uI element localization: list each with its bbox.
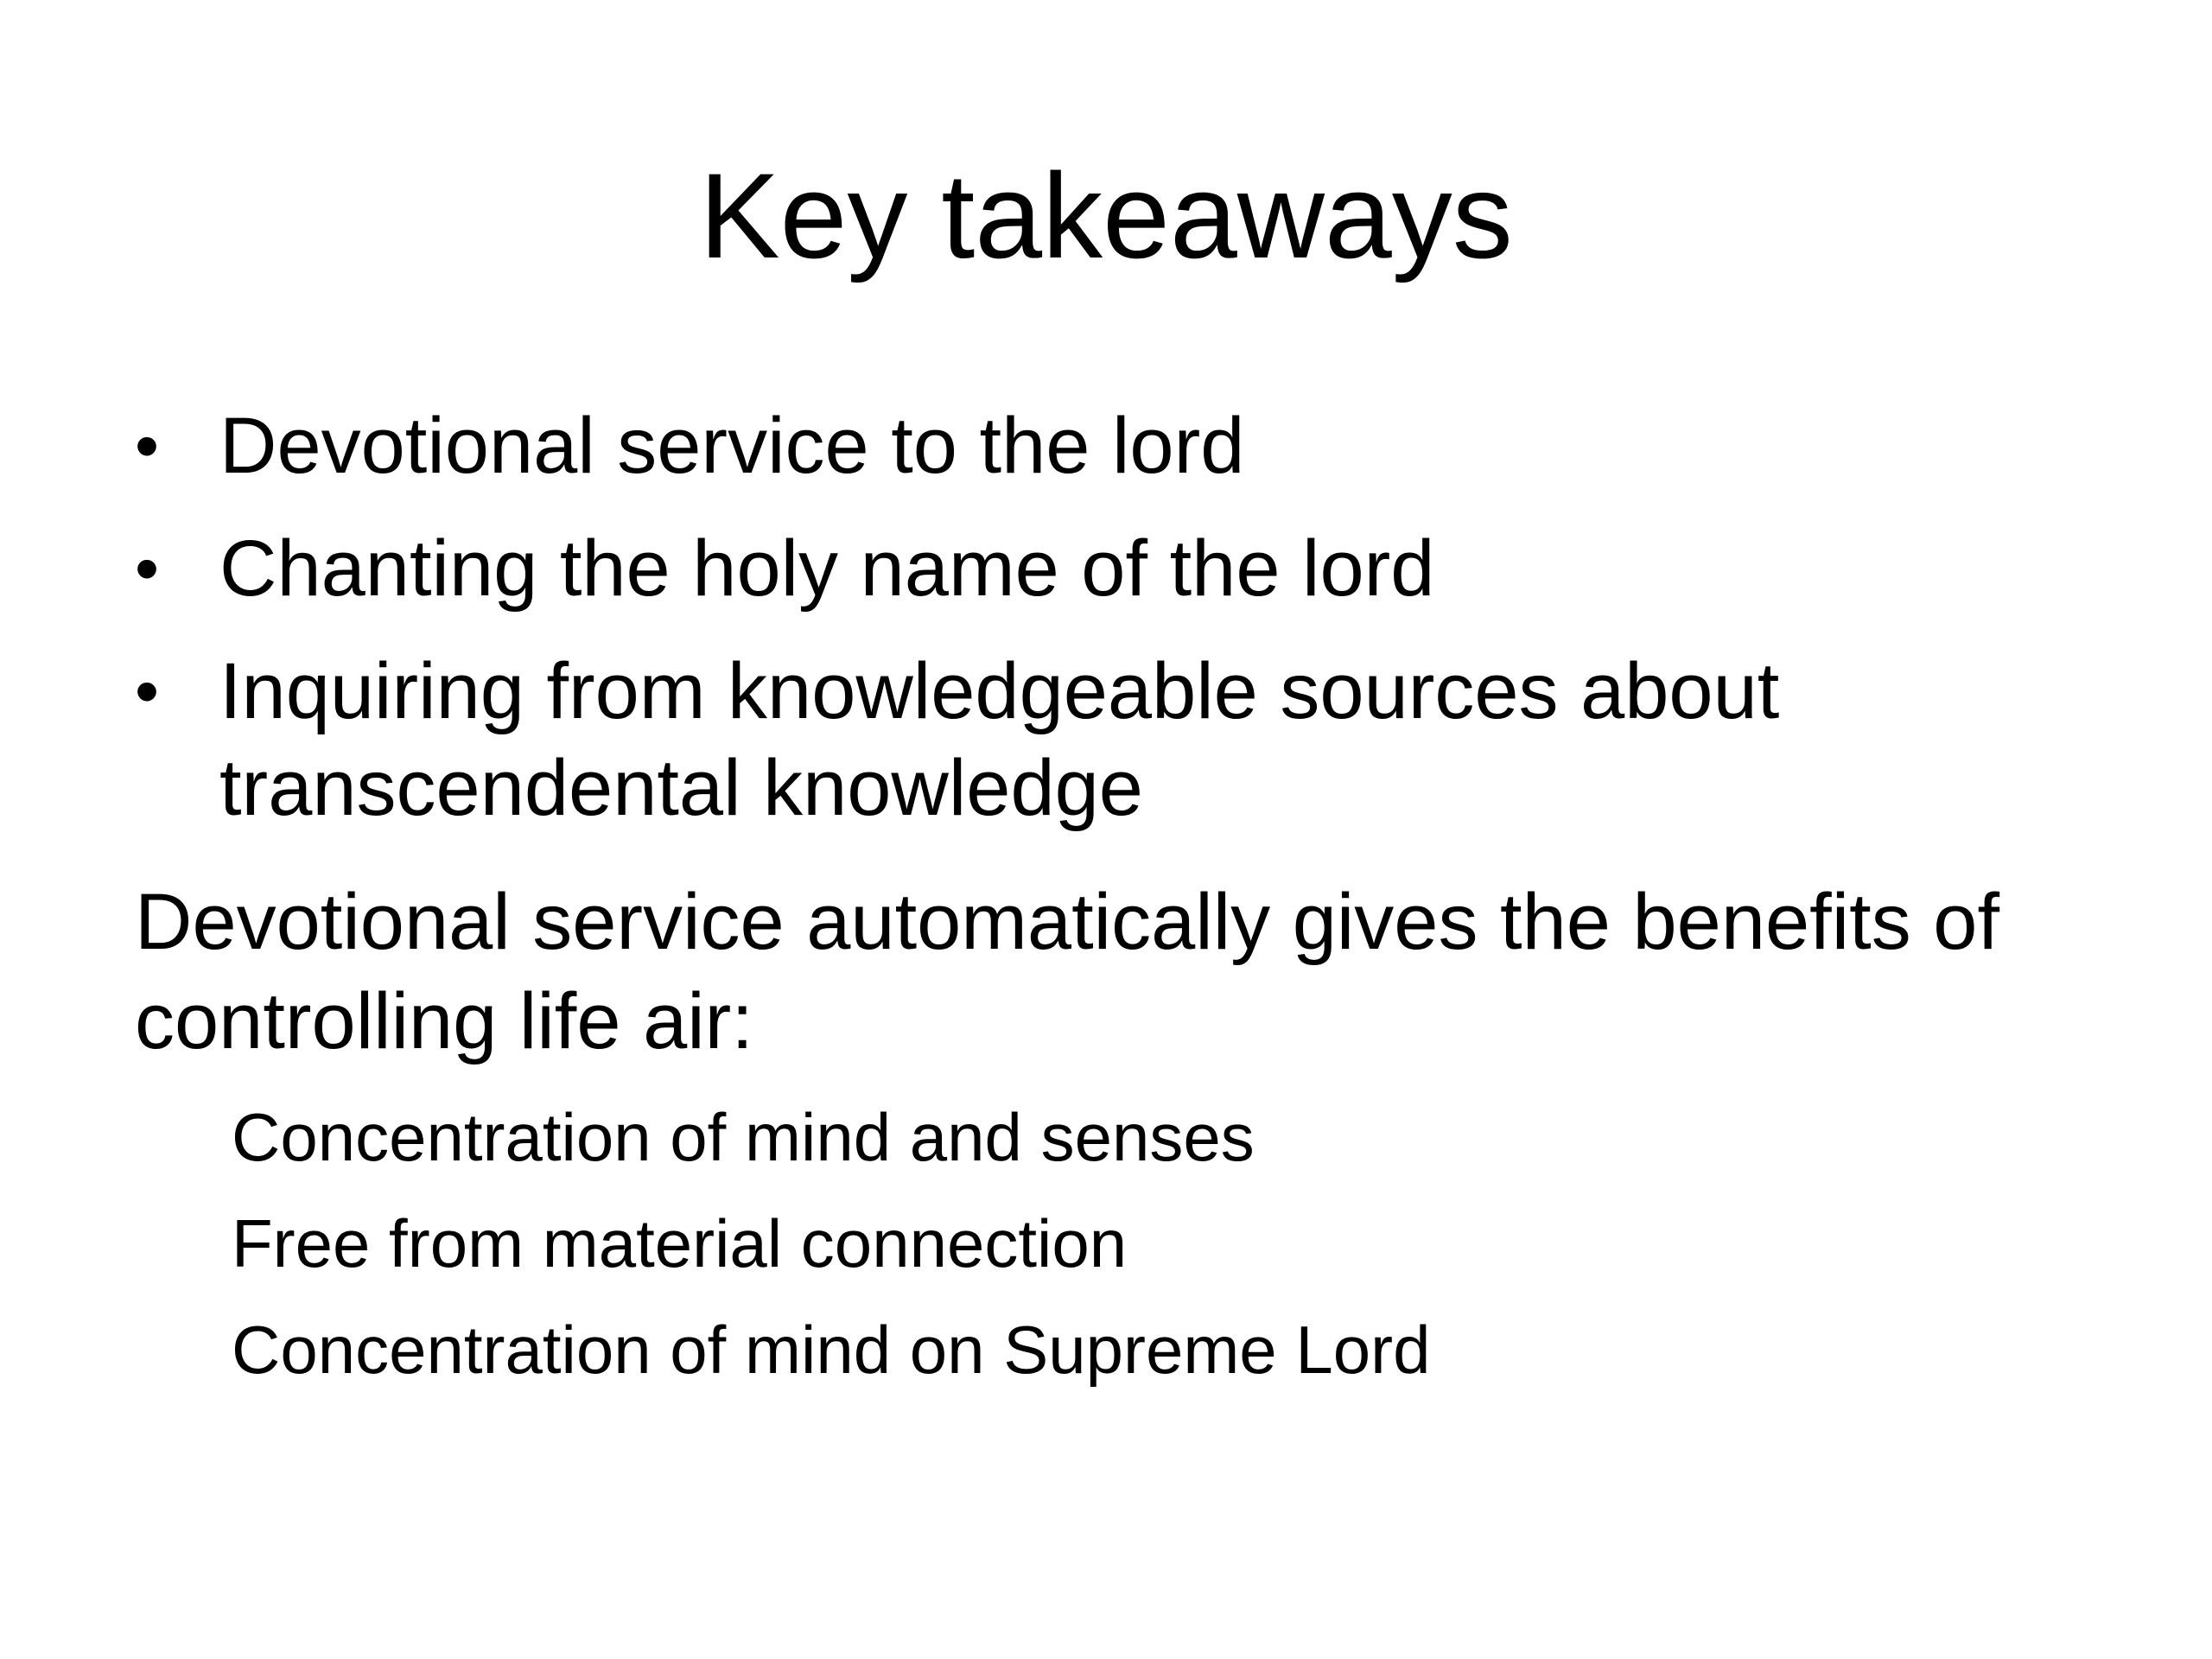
bullet-item	[135, 520, 2088, 617]
bullet-text: Devotional service to the lord	[219, 402, 1245, 490]
sub-item: Concentration of mind on Supreme Lord	[232, 1312, 1431, 1388]
bullet-dot-icon: •	[135, 652, 160, 729]
body-paragraph: Devotional service automatically gives the benefits of controlling life air:	[135, 878, 2000, 1065]
slide-title: Key takeaways	[699, 148, 1513, 283]
sub-item: Free from material connection	[232, 1205, 1128, 1281]
bullet-item	[135, 643, 2088, 836]
bullet-dot-icon: •	[135, 530, 160, 607]
sub-list	[232, 1084, 2046, 1403]
sub-item: Concentration of mind and senses	[232, 1099, 1255, 1175]
bullet-dot-icon: •	[135, 407, 160, 484]
bullet-item	[135, 397, 2088, 494]
bullet-text: Chanting the holy name of the lord	[219, 524, 1435, 613]
bullet-list	[135, 397, 2088, 862]
bullet-text: Inquiring from knowledgeable sources about transcendental knowledge	[219, 647, 1780, 832]
